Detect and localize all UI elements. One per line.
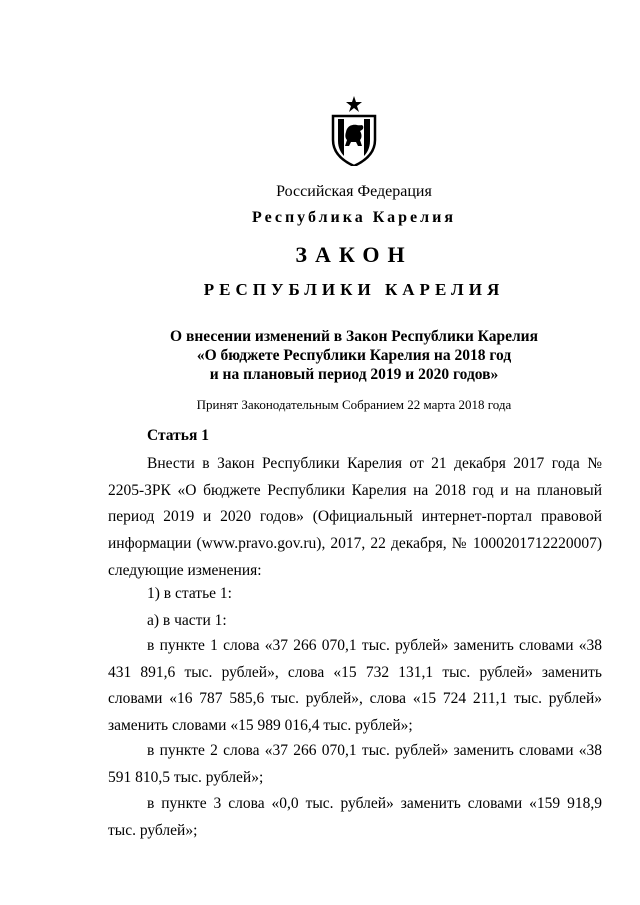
- point-3-paragraph: в пункте 3 слова «0,0 тыс. рублей» заменить словами «159 918,9 тыс. рублей»;: [108, 795, 602, 839]
- adoption-note: Принят Законодательным Собранием 22 марта 2018 года: [196, 397, 512, 412]
- bill-title-line-3: и на плановый период 2019 и 2020 годов»: [209, 366, 499, 383]
- law-title: ЗАКОН: [295, 242, 413, 267]
- country-name: Российская Федерация: [276, 183, 432, 200]
- article-heading: Статья 1: [147, 427, 209, 444]
- point-3-block: [108, 791, 602, 844]
- article-intro-block: [108, 451, 602, 585]
- item-1: 1) в статье 1:: [147, 585, 232, 602]
- republic-name: Республика Карелия: [252, 209, 456, 226]
- bill-title-line-1: О внесении изменений в Закон Республики Карелия: [170, 328, 538, 345]
- bill-title: [0, 327, 640, 384]
- point-1-block: [108, 633, 602, 740]
- point-2-block: [108, 738, 602, 791]
- point-1-paragraph: в пункте 1 слова «37 266 070,1 тыс. рублей» заменить словами «38 431 891,6 тыс. рублей», слова «15 732 131,1 тыс. рублей» заменить словами «16 787 585,6 тыс. рублей», слова «15 724 211,1 тыс. рублей» заменить словами «15 989 016,4 тыс. рублей»;: [108, 637, 602, 735]
- law-subtitle: РЕСПУБЛИКИ КАРЕЛИЯ: [203, 280, 505, 299]
- point-2-paragraph: в пункте 2 слова «37 266 070,1 тыс. рублей» заменить словами «38 591 810,5 тыс. рублей»;: [108, 742, 602, 786]
- bill-title-line-2: «О бюджете Республики Карелия на 2018 год: [196, 347, 512, 364]
- item-a: а) в части 1:: [147, 612, 227, 629]
- coat-of-arms-emblem: [329, 96, 379, 166]
- article-intro-paragraph: Внести в Закон Республики Карелия от 21 декабря 2017 года № 2205-ЗРК «О бюджете Республики Карелия на 2018 год и на плановый период 2019 и 2020 годов» (Официальный интернет-портал правовой информации (www.pravo.gov.ru), 2017, 22 декабря, № 1000201712220007) следующие изменения:: [108, 455, 602, 579]
